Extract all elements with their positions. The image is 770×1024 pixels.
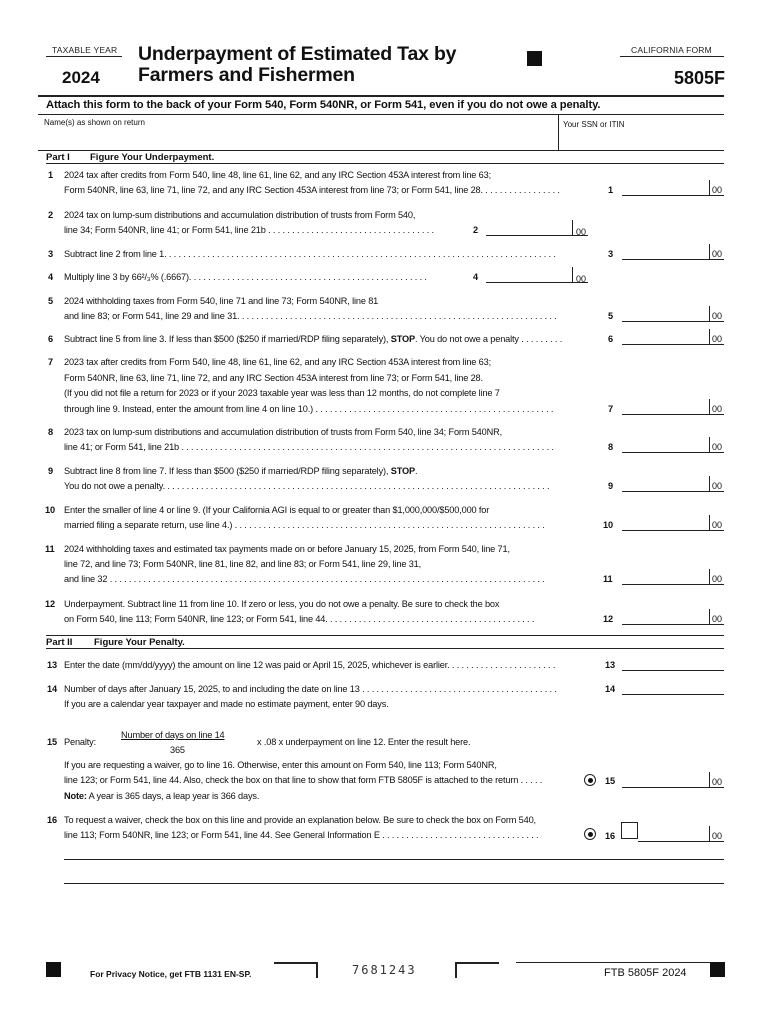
line16-number: 16 [47,815,57,825]
line15-text2: line 123; or Form 541, line 44. Also, check the box on that line to show that form FTB 5805F is attached to the return . . . . . [64,775,543,785]
part2-label: Part II [46,637,73,648]
line9-cents: 00 [712,481,723,491]
line5-ref: 5 [608,311,613,321]
note-label: Note: [64,791,87,801]
line6-number: 6 [48,334,53,344]
line2-cents-divider [572,220,573,235]
line4-cents: 00 [576,274,587,284]
form-id: FTB 5805F 2024 [604,967,687,979]
line3-cents: 00 [712,249,723,259]
explanation-line-2[interactable] [64,883,724,884]
line11-ref: 11 [603,574,613,584]
line3-text-1: Subtract line 2 from line 1. . . . . . . . . . . . . . . . . . . . . . . . . . . . . . . . . . . . . . . . . . . . . . . . . . . . . . . . . . . . . . . . . . . . . . . . . . . . . . . . . . [64,249,556,259]
part1-label: Part I [46,152,70,163]
line10-text-2: married filing a separate return, use line 4.) . . . . . . . . . . . . . . . . . . . . . . . . . . . . . . . . . . . . . . . . . . . . . . . . . . . . . . . . . . . . . . . . . [64,520,545,530]
line8-cents-divider [709,437,710,452]
form-title-line1: Underpayment of Estimated Tax by [138,43,457,65]
line8-ref: 8 [608,442,613,452]
line12-cents-divider [709,609,710,624]
line14-ref: 14 [605,684,615,694]
taxable-year-label: TAXABLE YEAR [52,45,118,55]
line5-input[interactable] [622,321,724,322]
line3-cents-divider [709,244,710,259]
line10-number: 10 [45,505,55,515]
form-number: 5805F [674,68,726,88]
privacy-notice: For Privacy Notice, get FTB 1131 EN-SP. [90,969,252,979]
line14-text1: Number of days after January 15, 2025, to and including the date on line 13 . . . . . . . . . . . . . . . . . . . . . . . . . . . . . . . . . . . . . . . . . [64,684,557,694]
line15-multiplier: x .08 x underpayment on line 12. Enter the result here. [257,737,471,747]
line12-text-1: Underpayment. Subtract line 11 from line 10. If zero or less, you do not owe a penalty. Be sure to check the box [64,599,500,609]
line8-input[interactable] [622,452,724,453]
line5-cents-divider [709,306,710,321]
line7-text-2: Form 540NR, line 63, line 71, line 72, and any IRC Section 453A interest from line 73; or Form 541, line 28. [64,372,483,383]
form-title-line2: Farmers and Fishermen [138,64,355,86]
line11-input[interactable] [622,584,724,585]
line12-number: 12 [45,599,55,609]
line15-text1: If you are requesting a waiver, go to line 16. Otherwise, enter this amount on Form 540, line 113; Form 540NR, [64,760,497,770]
form-title [138,44,456,86]
line4-text-1: Multiply line 3 by 66²/₃% (.6667). . . . . . . . . . . . . . . . . . . . . . . . . . . . . . . . . . . . . . . . . . . . . . . . . . [64,272,427,282]
line7-input[interactable] [622,414,724,415]
line9-text-2: You do not owe a penalty. . . . . . . . . . . . . . . . . . . . . . . . . . . . . . . . . . . . . . . . . . . . . . . . . . . . . . . . . . . . . . . . . . . . . . . . . . . . . . . . . [64,481,550,491]
line14-text2: If you are a calendar year taxpayer and made no estimate payment, enter 90 days. [64,699,389,709]
line16-text1: To request a waiver, check the box on this line and provide an explanation below. Be sure to check the box on Form 540, [64,815,536,825]
line16-cents: 00 [712,831,723,841]
line14-number: 14 [47,684,57,694]
line8-number: 8 [48,427,53,437]
line15-number: 15 [47,737,57,747]
line9-number: 9 [48,466,53,476]
line5-text-2: and line 83; or Form 541, line 29 and line 31. . . . . . . . . . . . . . . . . . . . . . . . . . . . . . . . . . . . . . . . . . . . . . . . . . . . . . . . . . . . . . . . . . . [64,311,557,321]
line1-text-2: Form 540NR, line 63, line 71, line 72, and any IRC Section 453A interest from line 73; or Form 541, line 28. . . . . . . . . . . . . . . . . [64,185,560,195]
line15-ref: 15 [605,776,615,786]
line8-text-1: 2023 tax on lump-sum distributions and accumulation distribution of trusts from Form 540, line 34; Form 540NR, [64,427,502,437]
note-text: A year is 365 days, a leap year is 366 days. [88,791,260,801]
line3-ref: 3 [608,249,613,259]
line11-text-1: 2024 withholding taxes and estimated tax payments made on or before January 15, 2025, from Form 540, line 71, [64,544,510,554]
line2-input[interactable] [486,235,588,236]
line10-input[interactable] [622,530,724,531]
tax-year: 2024 [62,68,100,87]
line7-text-3: (If you did not file a return for 2023 or if your 2023 taxable year was less than 12 months, do not complete line 7 [64,388,500,398]
fraction-numerator: Number of days on line 14 [121,730,225,740]
corner-marker-bottom-left [46,962,61,977]
line11-cents: 00 [712,574,723,584]
line10-cents: 00 [712,520,723,530]
line11-cents-divider [709,569,710,584]
line4-number: 4 [48,272,53,282]
line15-label: Penalty: [64,737,96,747]
line13-number: 13 [47,660,57,670]
corner-marker-bottom-right [710,962,725,977]
line13-input[interactable] [622,670,724,671]
line7-text-1: 2023 tax after credits from Form 540, line 48, line 61, line 62, and any IRC Section 453A interest from line 63; [64,357,491,367]
line4-ref: 4 [473,272,478,282]
line1-ref: 1 [608,185,613,195]
line2-number: 2 [48,210,53,220]
line4-cents-divider [572,267,573,282]
attach-instruction: Attach this form to the back of your Form 540, Form 540NR, or Form 541, even if you do not owe a penalty. [46,99,601,111]
line1-cents-divider [709,180,710,195]
line2-cents: 00 [576,227,587,237]
california-form-label: CALIFORNIA FORM [631,45,712,55]
line1-cents: 00 [712,185,723,195]
line2-text-2: line 34; Form 540NR, line 41; or Form 541, line 21b . . . . . . . . . . . . . . . . . . . . . . . . . . . . . . . . . . . [64,225,434,235]
line7-cents: 00 [712,403,723,414]
line12-input[interactable] [622,624,724,625]
waiver-checkbox[interactable] [621,822,638,839]
line9-ref: 9 [608,481,613,491]
line10-cents-divider [709,515,710,530]
line10-text-1: Enter the smaller of line 4 or line 9. (If your California AGI is equal to or greater than $1,000,000/$500,000 for [64,505,490,515]
line1-text-1: 2024 tax after credits from Form 540, line 48, line 61, line 62, and any IRC Section 453A interest from line 63; [64,170,491,180]
names-field[interactable] [40,128,554,148]
scan-bracket-right [455,962,499,978]
fraction-denominator: 365 [170,745,185,755]
line13-ref: 13 [605,660,615,670]
line5-cents: 00 [712,311,723,321]
line15-cents: 00 [712,777,723,787]
line7-text-4: through line 9. Instead, enter the amount from line 4 on line 10.) . . . . . . . . . . . . . . . . . . . . . . . . . . . . . . . . . . . . . . . . . . . . . . . . . . [64,403,554,414]
line7-cents-divider [709,399,710,414]
line1-input[interactable] [622,195,724,196]
line3-number: 3 [48,249,53,259]
line3-input[interactable] [622,259,724,260]
scan-bracket-left [274,962,318,978]
line6-input[interactable] [622,344,724,345]
line12-ref: 12 [603,614,613,624]
line5-number: 5 [48,296,53,306]
line16-input[interactable] [638,841,724,842]
line6-cents: 00 [712,334,723,344]
line1-number: 1 [48,170,53,180]
line15-note [64,791,259,801]
line13-text: Enter the date (mm/dd/yyyy) the amount on line 12 was paid or April 15, 2025, whichever is earlier. . . . . . . . . . . . . . . . . . . . . . . [64,660,556,670]
names-label: Name(s) as shown on return [44,118,145,127]
explanation-line-1[interactable] [64,859,724,860]
ssn-label: Your SSN or ITIN [563,120,625,129]
line15-input[interactable] [622,787,724,788]
barcode-number: 7681243 [352,963,417,977]
line9-input[interactable] [622,491,724,492]
part1-title: Figure Your Underpayment. [90,152,215,163]
line2-ref: 2 [473,225,478,235]
line7-ref: 7 [608,403,613,414]
line15-bullet-icon [584,774,596,786]
line6-cents-divider [709,329,710,344]
line16-text2: line 113; Form 540NR, line 123; or Form 541, line 44. See General Information E . . . . . . . . . . . . . . . . . . . . . . . . . . . . . . . . . [64,830,539,840]
line8-cents: 00 [712,442,723,452]
line14-input[interactable] [622,694,724,695]
line12-text-2: on Form 540, line 113; Form 540NR, line 123; or Form 541, line 44. . . . . . . . . . . . . . . . . . . . . . . . . . . . . . . . . . . . . . . . . . . . [64,614,535,624]
line8-text-2: line 41; or Form 541, line 21b . . . . . . . . . . . . . . . . . . . . . . . . . . . . . . . . . . . . . . . . . . . . . . . . . . . . . . . . . . . . . . . . . . . . . . . . . . . . . . [64,442,554,452]
ssn-field[interactable] [562,130,722,148]
line11-number: 11 [45,544,55,554]
line11-text-3: and line 32 . . . . . . . . . . . . . . . . . . . . . . . . . . . . . . . . . . . . . . . . . . . . . . . . . . . . . . . . . . . . . . . . . . . . . . . . . . . . . . . . . . . . . . . . . . . [64,574,545,584]
line7-number: 7 [48,357,53,367]
line6-ref: 6 [608,334,613,344]
line4-input[interactable] [486,282,588,283]
line16-bullet-icon [584,828,596,840]
line9-text-1: Subtract line 8 from line 7. If less than $500 ($250 if married/RDP filing separately), STOP. [64,466,418,476]
line16-ref: 16 [605,831,615,841]
line12-cents: 00 [712,614,723,624]
line11-text-2: line 72, and line 73; Form 540NR, line 81, line 82, and line 83; or Form 541, line 29, line 31, [64,559,422,569]
line10-ref: 10 [603,520,613,530]
corner-marker-top [527,51,542,66]
line5-text-1: 2024 withholding taxes from Form 540, line 71 and line 73; Form 540NR, line 81 [64,296,379,306]
part2-title: Figure Your Penalty. [94,637,185,648]
line6-text-1: Subtract line 5 from line 3. If less than $500 ($250 if married/RDP filing separately), STOP. You do not owe a penalty . . . . . . . . . [64,334,563,344]
line2-text-1: 2024 tax on lump-sum distributions and accumulation distribution of trusts from Form 540, [64,210,416,220]
line9-cents-divider [709,476,710,491]
